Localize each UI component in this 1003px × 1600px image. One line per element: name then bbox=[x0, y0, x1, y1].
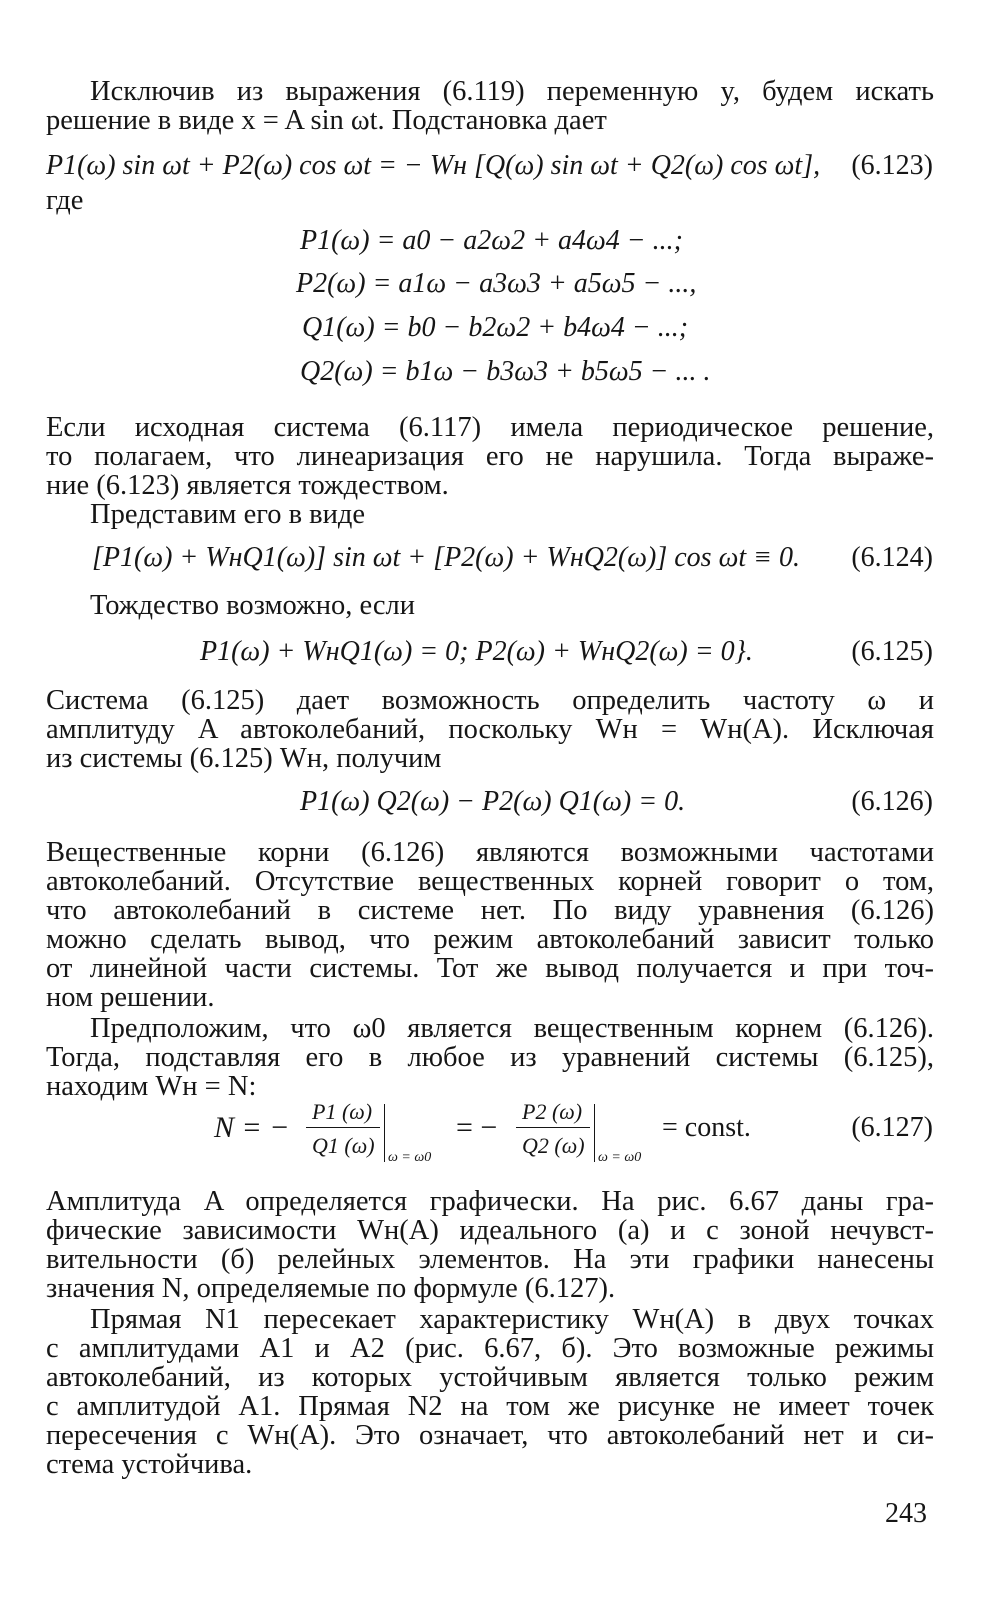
definition-p1: P1(ω) = a0 − a2ω2 + a4ω4 − ...; bbox=[300, 225, 683, 256]
text-line: стема устойчива. bbox=[46, 1449, 253, 1480]
equation-6-123: P1(ω) sin ωt + P2(ω) cos ωt = − Wн [Q(ω) sin ωt + Q2(ω) cos ωt], bbox=[46, 150, 821, 181]
text-line: значения N, определяемые по формуле (6.127). bbox=[46, 1273, 616, 1304]
text-line: Система (6.125) дает возможность определить частоту ω и bbox=[46, 685, 934, 716]
text-line: пересечения с Wн(A). Это означает, что автоколебаний нет и си- bbox=[46, 1420, 934, 1451]
equation-number: (6.127) bbox=[851, 1112, 933, 1143]
fraction-denominator: Q1 (ω) bbox=[312, 1133, 375, 1158]
text-line: из системы (6.125) Wн, получим bbox=[46, 743, 442, 774]
text-line: Вещественные корни (6.126) являются возможными частотами bbox=[46, 837, 934, 868]
fraction-denominator: Q2 (ω) bbox=[522, 1133, 585, 1158]
equation-6-127-lhs: N = − bbox=[214, 1111, 290, 1144]
fraction-bar bbox=[306, 1127, 380, 1128]
text-line: решение в виде x = A sin ωt. Подстановка дает bbox=[46, 105, 607, 136]
page-number: 243 bbox=[885, 1498, 927, 1529]
text-line: с амплитудой A1. Прямая N2 на том же рисунке не имеет точек bbox=[46, 1391, 934, 1422]
text-line: Амплитуда A определяется графически. На рис. 6.67 даны гра- bbox=[46, 1186, 934, 1217]
equation-6-124: [P1(ω) + WнQ1(ω)] sin ωt + [P2(ω) + WнQ2(ω)] cos ωt ≡ 0. bbox=[92, 542, 801, 573]
equation-number: (6.126) bbox=[851, 786, 933, 817]
text-line: автоколебаний. Отсутствие вещественных корней говорит о том, bbox=[46, 866, 934, 897]
fraction-numerator: P1 (ω) bbox=[312, 1099, 373, 1124]
text-line: вительности (б) релейных элементов. На эти графики нанесены bbox=[46, 1244, 934, 1275]
equation-6-126: P1(ω) Q2(ω) − P2(ω) Q1(ω) = 0. bbox=[300, 786, 686, 817]
evaluation-condition: ω = ω0 bbox=[598, 1150, 642, 1165]
text-line: то полагаем, что линеаризация его не нарушила. Тогда выраже- bbox=[46, 441, 934, 472]
equation-6-127-mid: = − bbox=[456, 1111, 498, 1144]
text-line: от линейной части системы. Тот же вывод получается и при точ- bbox=[46, 953, 934, 984]
text-line: Представим его в виде bbox=[90, 499, 366, 530]
text-line: ние (6.123) является тождеством. bbox=[46, 470, 449, 501]
definition-q1: Q1(ω) = b0 − b2ω2 + b4ω4 − ...; bbox=[302, 312, 689, 343]
text-line: что автоколебаний в системе нет. По виду уравнения (6.126) bbox=[46, 895, 934, 926]
evaluation-bar bbox=[594, 1104, 595, 1162]
text-line: фические зависимости Wн(A) идеального (a) и с зоной нечувст- bbox=[46, 1215, 934, 1246]
text-line: Прямая N1 пересекает характеристику Wн(A) в двух точках bbox=[90, 1304, 934, 1335]
text-line: Предположим, что ω0 является вещественным корнем (6.126). bbox=[90, 1013, 934, 1044]
equation-6-127-rhs: = const. bbox=[662, 1112, 751, 1143]
text-line: где bbox=[46, 185, 84, 216]
equation-6-125: P1(ω) + WнQ1(ω) = 0; P2(ω) + WнQ2(ω) = 0}. bbox=[200, 636, 753, 667]
definition-q2: Q2(ω) = b1ω − b3ω3 + b5ω5 − ... . bbox=[300, 356, 711, 387]
text-line: Если исходная система (6.117) имела периодическое решение, bbox=[46, 412, 934, 443]
text-line: ном решении. bbox=[46, 982, 215, 1013]
text-line: находим Wн = N: bbox=[46, 1071, 257, 1102]
equation-number: (6.123) bbox=[851, 150, 933, 181]
definition-p2: P2(ω) = a1ω − a3ω3 + a5ω5 − ..., bbox=[296, 268, 697, 299]
text-line: можно сделать вывод, что режим автоколебаний зависит только bbox=[46, 924, 934, 955]
text-line: Исключив из выражения (6.119) переменную y, будем искать bbox=[90, 76, 934, 107]
equation-number: (6.124) bbox=[851, 542, 933, 573]
equation-number: (6.125) bbox=[851, 636, 933, 667]
text-line: амплитуду A автоколебаний, поскольку Wн = Wн(A). Исключая bbox=[46, 714, 934, 745]
fraction-numerator: P2 (ω) bbox=[522, 1099, 583, 1124]
text-line: Тождество возможно, если bbox=[90, 590, 415, 621]
evaluation-condition: ω = ω0 bbox=[388, 1150, 432, 1165]
evaluation-bar bbox=[384, 1104, 385, 1162]
text-line: автоколебаний, из которых устойчивым является только режим bbox=[46, 1362, 934, 1393]
fraction-bar bbox=[516, 1127, 590, 1128]
text-line: с амплитудами A1 и A2 (рис. 6.67, б). Это возможные режимы bbox=[46, 1333, 934, 1364]
text-line: Тогда, подставляя его в любое из уравнений системы (6.125), bbox=[46, 1042, 934, 1073]
